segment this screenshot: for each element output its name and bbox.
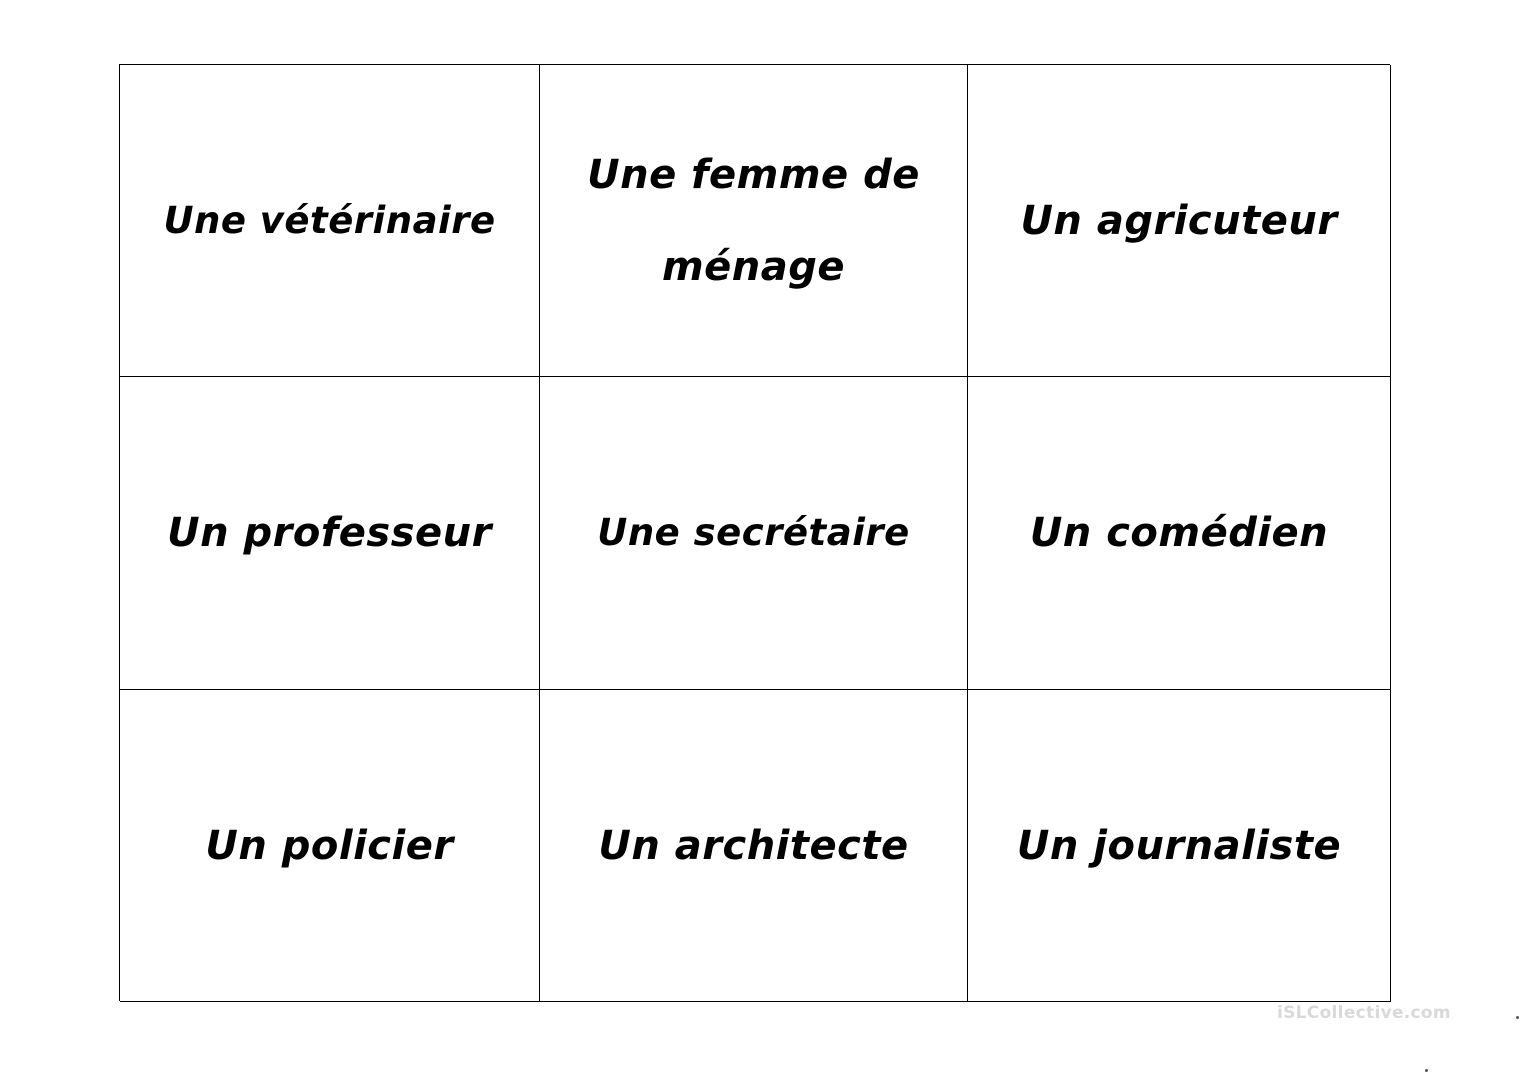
card-label: Un comédien — [1029, 510, 1329, 556]
card-secretaire — [540, 377, 968, 690]
card-label: Une femme de ménage — [587, 151, 920, 290]
card-femme-de-menage — [540, 65, 968, 377]
card-veterinaire — [120, 65, 540, 377]
card-label: Un policier — [205, 822, 454, 869]
flashcard-grid — [119, 64, 1390, 1001]
card-label: Une secrétaire — [597, 511, 910, 554]
card-label: Un agricuteur — [1020, 197, 1338, 244]
card-professeur — [120, 377, 540, 690]
card-architecte — [540, 690, 968, 1002]
stray-dot — [1425, 1069, 1428, 1072]
card-label: Une vétérinaire — [163, 198, 496, 242]
stray-dot — [1516, 1016, 1519, 1019]
card-policier — [120, 690, 540, 1002]
card-label: Un professeur — [167, 510, 492, 556]
card-label: Un journaliste — [1016, 822, 1342, 869]
card-journaliste — [968, 690, 1391, 1002]
card-label: Un architecte — [598, 822, 909, 869]
card-comedien — [968, 377, 1391, 690]
site-watermark: iSLCollective.com — [1277, 1003, 1451, 1023]
card-agricuteur — [968, 65, 1391, 377]
